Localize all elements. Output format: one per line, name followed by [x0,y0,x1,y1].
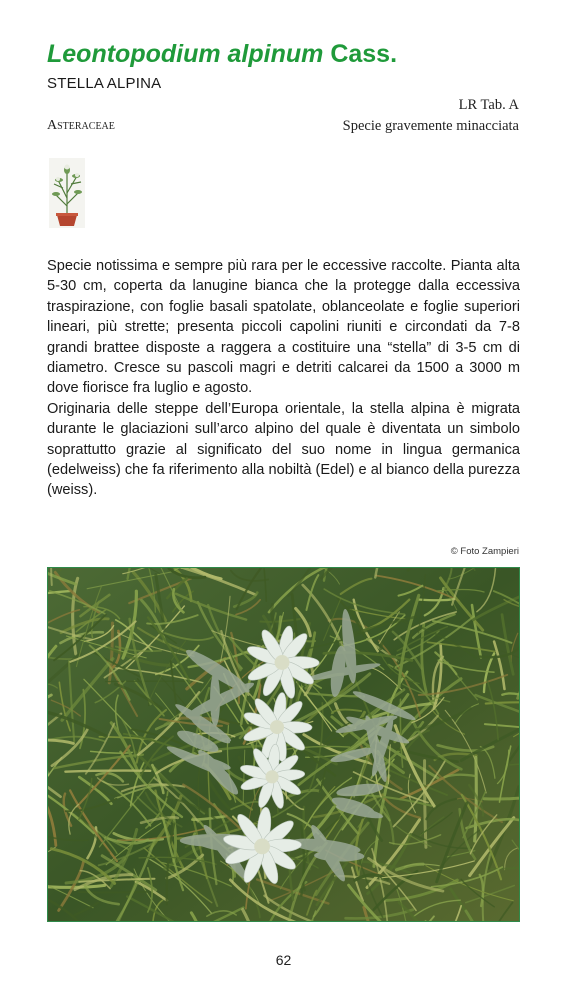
page-number: 62 [275,952,292,968]
family-name: Asteraceae [47,118,115,133]
species-title [47,40,397,69]
photo-credit: © Foto Zampieri [450,546,519,557]
species-description [47,256,520,501]
potted-plant-thumbnail [49,158,85,228]
status-list-reference: LR Tab. A [458,97,519,113]
conservation-status [343,95,519,137]
species-author: Cass. [330,40,398,68]
common-name: STELLA ALPINA [47,75,162,92]
species-scientific-name: Leontopodium alpinum [47,40,324,68]
description-paragraph-1: Specie notissima e sempre più rara per le eccessive raccolte. Pianta alta 5-30 cm, coperta da lanugine bianca che la protegge dalla eccessiva traspirazione, con foglie basali spatolate, oblanceolate e foglie superiori lineari, più strette; presenta piccoli capolini riuniti e circondati da 7-8 grandi brattee disposte a raggera a costituire una “stella” di 3-5 cm di diametro. Cresce su pascoli magri e detriti calcarei da 1500 a 3000 m dove fiorisce fra luglio e agosto. [47,258,520,397]
description-paragraph-2: Originaria delle steppe dell’Europa orientale, la stella alpina è migrata durante le glaciazioni sull’arco alpino del quale è diventata un simbolo soprattutto grazie al significato del suo nome in lingua germanica (edelweiss) che fa riferimento alla nobiltà (Edel) e al bianco della purezza (weiss). [47,400,520,499]
status-category: Specie gravemente minacciata [342,118,519,134]
edelweiss-photo [47,567,520,922]
